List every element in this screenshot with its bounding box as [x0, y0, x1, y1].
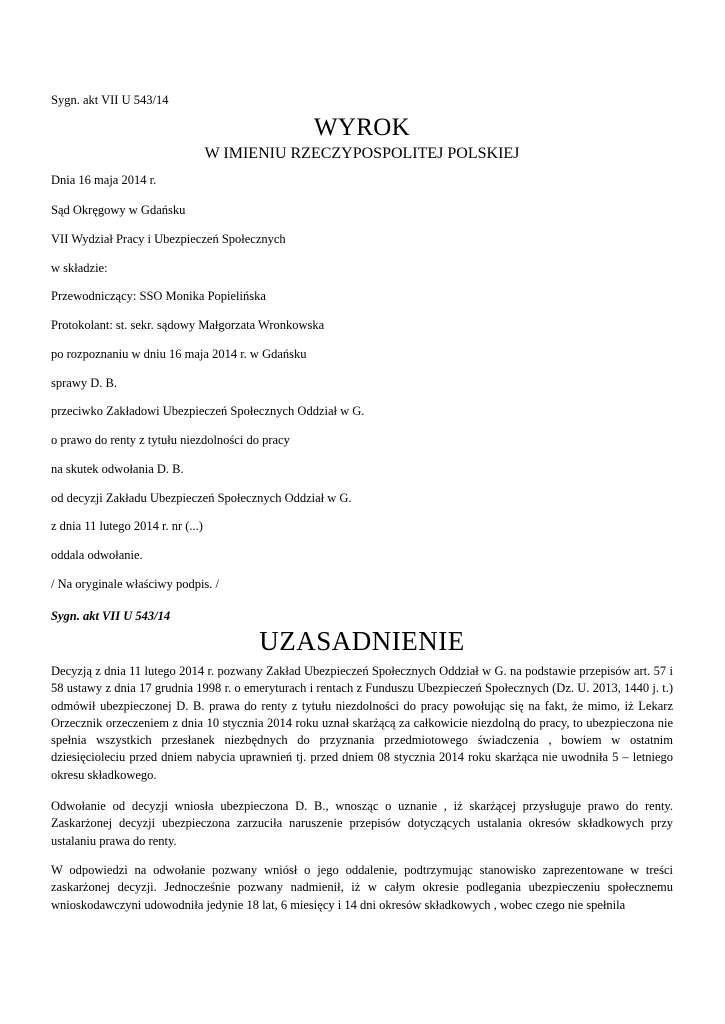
judgment-line: po rozpoznaniu w dniu 16 maja 2014 r. w Gdańsku: [51, 347, 307, 361]
justification-signature: Sygn. akt VII U 543/14: [51, 609, 171, 623]
judgment-line: z dnia 11 lutego 2014 r. nr (...): [51, 519, 203, 533]
signature-note: / Na oryginale właściwy podpis. /: [51, 577, 220, 591]
case-signature: Sygn. akt VII U 543/14: [51, 93, 169, 107]
judgment-line: Protokolant: st. sekr. sądowy Małgorzata Wronkowska: [51, 318, 325, 332]
judgment-line: VII Wydział Pracy i Ubezpieczeń Społecznych: [51, 232, 286, 246]
justification-paragraph: W odpowiedzi na odwołanie pozwany wniósł o jego oddalenie, podtrzymując stanowisko zaprezentowane w treści zaskarżonej decyzji. Jednocześnie pozwany nadmienił, iż w całym okresie podlegania ubezpieczeniu społecznemu wnioskodawczyni udowodniła jedynie 18 lat, 6 miesięcy i 14 dni okresów składkowych , wobec czego nie spełnila: [51, 863, 673, 912]
judgment-line: w składzie:: [51, 261, 108, 275]
judgment-line: Przewodniczący: SSO Monika Popielińska: [51, 289, 266, 303]
judgment-title: WYROK: [314, 114, 410, 141]
judgment-subtitle: W IMIENIU RZECZYPOSPOLITEJ POLSKIEJ: [204, 145, 520, 162]
judgment-line: sprawy D. B.: [51, 376, 117, 390]
judgment-line: przeciwko Zakładowi Ubezpieczeń Społecznych Oddział w G.: [51, 404, 365, 418]
justification-title: UZASADNIENIE: [259, 626, 465, 656]
judgment-line: oddala odwołanie.: [51, 548, 143, 562]
judgment-line: Dnia 16 maja 2014 r.: [51, 173, 157, 187]
judgment-line: Sąd Okręgowy w Gdańsku: [51, 203, 186, 217]
judgment-line: od decyzji Zakładu Ubezpieczeń Społecznych Oddział w G.: [51, 491, 352, 505]
justification-paragraph: Odwołanie od decyzji wniosła ubezpieczona D. B., wnosząc o uznanie , iż skarżącej przysługuje prawo do renty. Zaskarżonej decyzji ubezpieczona zarzuciła naruszenie przepisów dotyczących ustalania okresów składkowych przy ustalaniu prawa do renty.: [51, 799, 673, 848]
justification-paragraph: Decyzją z dnia 11 lutego 2014 r. pozwany Zakład Ubezpieczeń Społecznych Oddział w G. na podstawie przepisów art. 57 i 58 ustawy z dnia 17 grudnia 1998 r. o emeryturach i rentach z Funduszu Ubezpieczeń Społecznych (Dz. U. 2013, 1440 j. t.) odmówił ubezpieczonej D. B. prawa do renty z tytułu niezdolności do pracy powołując się na fakt, że mimo, iż Lekarz Orzecznik orzeczeniem z dnia 10 stycznia 2014 roku uznał skarżącą za całkowicie niezdolną do pracy, to ubezpieczona nie spełnia wszystkich przesłanek niezbędnych do przyznania przedmiotowego świadczenia , bowiem w ostatnim dziesięcioleciu przed dniem nabycia uprawnień tj. przed dniem 08 stycznia 2014 roku skarżąca nie uwodniła 5 – letniego okresu składkowego.: [51, 664, 673, 782]
judgment-line: o prawo do renty z tytułu niezdolności do pracy: [51, 433, 290, 447]
judgment-line: na skutek odwołania D. B.: [51, 462, 184, 476]
